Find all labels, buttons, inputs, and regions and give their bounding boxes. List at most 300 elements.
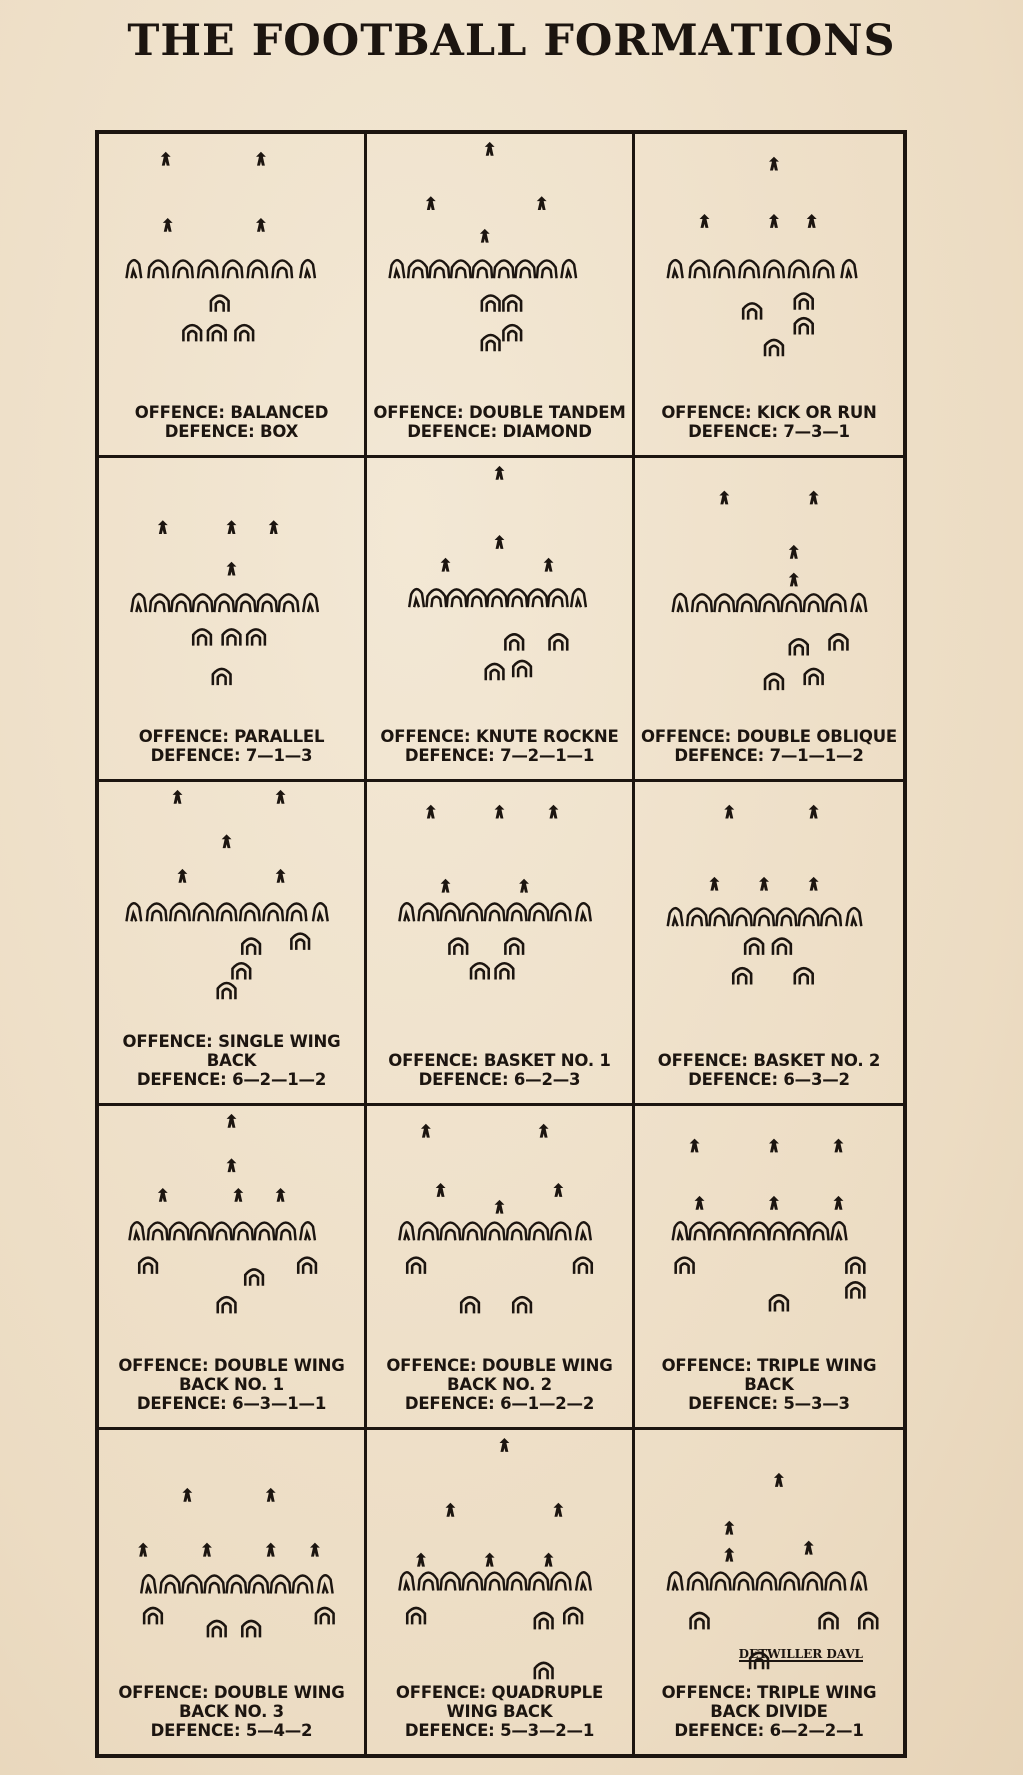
offence-label: OFFENCE: BASKET NO. 2: [657, 1051, 881, 1070]
defensive-player-icon: [724, 1548, 734, 1562]
defensive-player-icon: [769, 1139, 779, 1153]
offence-label-continued: WING BACK: [446, 1702, 553, 1721]
offensive-back-icon: [691, 1613, 709, 1629]
lineman-icon: [764, 260, 784, 278]
offensive-back-icon: [461, 1297, 479, 1313]
lineman-icon: [227, 1576, 247, 1594]
defensive-player-icon: [709, 877, 719, 891]
defensive-player-icon: [544, 1553, 554, 1567]
lineman-icon: [473, 260, 493, 278]
offensive-back-icon: [564, 1608, 582, 1624]
lineman-icon: [673, 1222, 688, 1240]
lineman-icon: [814, 260, 834, 278]
offensive-back-icon: [846, 1258, 864, 1274]
offence-label-continued: BACK NO. 1: [179, 1375, 284, 1394]
lineman-icon: [126, 260, 141, 278]
defensive-player-icon: [695, 1196, 705, 1210]
defensive-player-icon: [769, 157, 779, 171]
defensive-player-icon: [539, 1124, 549, 1138]
offensive-back-icon: [298, 1258, 316, 1274]
lineman-icon: [390, 260, 405, 278]
offence-label: OFFENCE: TRIPLE WING: [661, 1683, 877, 1702]
lineman-icon: [529, 1223, 549, 1241]
lineman-icon: [129, 1222, 144, 1240]
defensive-player-icon: [807, 214, 817, 228]
lineman-icon: [529, 903, 549, 921]
lineman-icon: [191, 1223, 211, 1241]
offensive-back-icon: [208, 325, 226, 341]
lineman-icon: [148, 1223, 168, 1241]
offence-label-continued: BACK NO. 3: [179, 1702, 284, 1721]
formation-caption: [639, 403, 899, 441]
lineman-icon: [463, 1223, 483, 1241]
lineman-icon: [441, 1223, 461, 1241]
defensive-player-icon: [809, 491, 819, 505]
defensive-player-icon: [495, 535, 505, 549]
offence-label: OFFENCE: KICK OR RUN: [661, 403, 877, 422]
lineman-icon: [821, 908, 841, 926]
lineman-icon: [548, 589, 568, 607]
offensive-back-icon: [513, 661, 531, 677]
lineman-icon: [714, 260, 734, 278]
lineman-icon: [223, 260, 243, 278]
defence-label: DEFENCE: 7—1—3: [150, 746, 313, 765]
offensive-back-icon: [513, 1297, 531, 1313]
defensive-player-icon: [426, 805, 436, 819]
defensive-player-icon: [227, 1114, 237, 1128]
lineman-icon: [529, 1573, 549, 1591]
lineman-icon: [789, 260, 809, 278]
lineman-icon: [749, 1223, 769, 1241]
lineman-icon: [160, 1576, 180, 1594]
defence-label: DEFENCE: 5—3—2—1: [404, 1721, 595, 1740]
formation-caption: [371, 403, 628, 441]
lineman-icon: [272, 260, 292, 278]
lineman-icon: [732, 908, 752, 926]
defensive-player-icon: [158, 520, 168, 534]
defensive-player-icon: [809, 877, 819, 891]
lineman-icon: [780, 1573, 800, 1591]
lineman-icon: [709, 908, 729, 926]
offensive-back-icon: [407, 1258, 425, 1274]
defence-label: DEFENCE: 6—1—2—2: [404, 1394, 595, 1413]
defence-label: DEFENCE: BOX: [164, 422, 299, 441]
defence-label: DEFENCE: 6—3—2: [688, 1070, 850, 1089]
offence-label: OFFENCE: DOUBLE WING: [386, 1356, 613, 1375]
defence-label: DEFENCE: 5—4—2: [150, 1721, 313, 1740]
lineman-icon: [182, 1576, 202, 1594]
offence-label: OFFENCE: BASKET NO. 1: [388, 1051, 611, 1070]
defensive-player-icon: [700, 214, 710, 228]
formation-caption: [103, 403, 360, 441]
defensive-player-icon: [138, 1543, 148, 1557]
defence-label: DEFENCE: 6—2—2—1: [674, 1721, 864, 1740]
formation-caption: [371, 1683, 628, 1740]
defensive-player-icon: [233, 1188, 243, 1202]
offensive-back-icon: [805, 669, 823, 685]
offensive-back-icon: [795, 318, 813, 334]
lineman-icon: [734, 1573, 754, 1591]
formation-caption: [639, 1051, 899, 1089]
defensive-player-icon: [310, 1543, 320, 1557]
lineman-icon: [169, 1223, 189, 1241]
offensive-back-icon: [574, 1258, 592, 1274]
lineman-icon: [754, 908, 774, 926]
defensive-player-icon: [446, 1503, 456, 1517]
defensive-player-icon: [161, 152, 171, 166]
lineman-icon: [576, 903, 591, 921]
lineman-icon: [804, 594, 824, 612]
formation-cell: [367, 782, 635, 1106]
offensive-back-icon: [535, 1613, 553, 1629]
lineman-icon: [551, 903, 571, 921]
lineman-icon: [561, 260, 576, 278]
defensive-player-icon: [416, 1553, 426, 1567]
lineman-icon: [171, 594, 191, 612]
offensive-back-icon: [790, 639, 808, 655]
lineman-icon: [441, 1573, 461, 1591]
lineman-icon: [739, 260, 759, 278]
defensive-player-icon: [834, 1139, 844, 1153]
lineman-icon: [832, 1222, 847, 1240]
lineman-icon: [205, 1576, 225, 1594]
defensive-player-icon: [485, 1553, 495, 1567]
offensive-back-icon: [449, 939, 467, 955]
formation-caption: [371, 1356, 628, 1413]
offensive-back-icon: [218, 983, 236, 999]
lineman-icon: [551, 1573, 571, 1591]
lineman-icon: [714, 594, 734, 612]
lineman-icon: [515, 260, 535, 278]
formation-cell: [635, 134, 903, 458]
lineman-icon: [293, 1576, 313, 1594]
defensive-player-icon: [173, 790, 183, 804]
offensive-back-icon: [242, 1621, 260, 1637]
lineman-icon: [276, 1223, 296, 1241]
lineman-icon: [507, 1573, 527, 1591]
offensive-back-icon: [232, 963, 250, 979]
defensive-player-icon: [256, 218, 266, 232]
formation-cell: [367, 1430, 635, 1754]
defensive-player-icon: [436, 1183, 446, 1197]
defensive-player-icon: [227, 520, 237, 534]
lineman-icon: [668, 1572, 683, 1590]
lineman-icon: [148, 260, 168, 278]
offensive-back-icon: [505, 939, 523, 955]
defence-label: DEFENCE: 7—3—1: [688, 422, 850, 441]
offensive-back-icon: [503, 325, 521, 341]
formation-caption: [103, 1683, 360, 1740]
defensive-player-icon: [553, 1503, 563, 1517]
offensive-back-icon: [486, 664, 504, 680]
offensive-back-icon: [139, 1258, 157, 1274]
offensive-back-icon: [193, 629, 211, 645]
lineman-icon: [826, 594, 846, 612]
offensive-back-icon: [535, 1663, 553, 1679]
offensive-back-icon: [550, 634, 568, 650]
offensive-back-icon: [223, 629, 241, 645]
defensive-player-icon: [495, 1200, 505, 1214]
lineman-icon: [255, 1223, 275, 1241]
defensive-player-icon: [182, 1488, 192, 1502]
lineman-icon: [463, 903, 483, 921]
offensive-back-icon: [745, 939, 763, 955]
offence-label: OFFENCE: KNUTE ROCKNE: [380, 727, 619, 746]
lineman-icon: [173, 260, 193, 278]
offensive-back-icon: [503, 295, 521, 311]
lineman-icon: [141, 1575, 156, 1593]
formation-cell: [367, 134, 635, 458]
offence-label: OFFENCE: SINGLE WING: [122, 1032, 341, 1051]
lineman-icon: [313, 903, 328, 921]
defensive-player-icon: [421, 1124, 431, 1138]
defence-label: DEFENCE: DIAMOND: [407, 422, 592, 441]
lineman-icon: [769, 1223, 789, 1241]
offensive-back-icon: [859, 1613, 877, 1629]
lineman-icon: [300, 260, 315, 278]
lineman-icon: [576, 1572, 591, 1590]
lineman-icon: [537, 260, 557, 278]
formations-grid: [95, 130, 907, 1758]
lineman-icon: [668, 908, 683, 926]
defensive-player-icon: [769, 214, 779, 228]
offence-label: OFFENCE: DOUBLE WING: [118, 1356, 345, 1375]
formation-cell: [635, 1106, 903, 1430]
page-title: THE FOOTBALL FORMATIONS: [127, 16, 896, 66]
defence-label: DEFENCE: 6—2—1—2: [136, 1070, 327, 1089]
defensive-player-icon: [276, 790, 286, 804]
defensive-player-icon: [759, 877, 769, 891]
lineman-icon: [737, 594, 757, 612]
offensive-back-icon: [765, 674, 783, 690]
defence-label: DEFENCE: 7—2—1—1: [404, 746, 595, 765]
defensive-player-icon: [276, 869, 286, 883]
formation-caption: [639, 1683, 899, 1740]
lineman-icon: [851, 1572, 866, 1590]
lineman-icon: [430, 260, 450, 278]
formation-cell: [635, 1430, 903, 1754]
lineman-icon: [781, 594, 801, 612]
formation-cell: [367, 1106, 635, 1430]
lineman-icon: [419, 903, 439, 921]
lineman-icon: [687, 908, 707, 926]
lineman-icon: [690, 1223, 710, 1241]
offensive-back-icon: [765, 340, 783, 356]
lineman-icon: [198, 260, 218, 278]
defensive-player-icon: [719, 491, 729, 505]
offence-label: OFFENCE: DOUBLE WING: [118, 1683, 345, 1702]
lineman-icon: [709, 1223, 729, 1241]
offensive-back-icon: [482, 335, 500, 351]
offensive-back-icon: [505, 634, 523, 650]
defensive-player-icon: [789, 573, 799, 587]
defensive-player-icon: [544, 558, 554, 572]
offensive-back-icon: [407, 1608, 425, 1624]
lineman-icon: [463, 1573, 483, 1591]
lineman-icon: [799, 908, 819, 926]
lineman-icon: [279, 594, 299, 612]
offence-label-continued: BACK DIVIDE: [710, 1702, 828, 1721]
defensive-player-icon: [480, 229, 490, 243]
lineman-icon: [711, 1573, 731, 1591]
offensive-back-icon: [770, 1295, 788, 1311]
defensive-player-icon: [266, 1543, 276, 1557]
offensive-back-icon: [247, 629, 265, 645]
lineman-icon: [408, 260, 428, 278]
offence-label: OFFENCE: DOUBLE TANDEM: [373, 403, 626, 422]
formation-caption: [103, 1032, 360, 1089]
defence-label: DEFENCE: 6—3—1—1: [136, 1394, 327, 1413]
lineman-icon: [487, 589, 507, 607]
defensive-player-icon: [222, 834, 232, 848]
offensive-back-icon: [291, 934, 309, 950]
lineman-icon: [419, 1573, 439, 1591]
offence-label: OFFENCE: DOUBLE OBLIQUE: [641, 727, 897, 746]
lineman-icon: [789, 1223, 809, 1241]
lineman-icon: [399, 1222, 414, 1240]
defensive-player-icon: [441, 879, 451, 893]
lineman-icon: [757, 1573, 777, 1591]
lineman-icon: [507, 589, 527, 607]
offence-label: OFFENCE: PARALLEL: [138, 727, 325, 746]
lineman-icon: [485, 1223, 505, 1241]
lineman-icon: [147, 903, 167, 921]
lineman-icon: [263, 903, 283, 921]
offensive-back-icon: [733, 968, 751, 984]
defensive-player-icon: [500, 1438, 510, 1452]
lineman-icon: [399, 903, 414, 921]
offensive-back-icon: [211, 295, 229, 311]
offensive-back-icon: [496, 963, 514, 979]
lineman-icon: [451, 260, 471, 278]
defensive-player-icon: [256, 152, 266, 166]
offensive-back-icon: [795, 968, 813, 984]
offence-label: OFFENCE: QUADRUPLE: [395, 1683, 604, 1702]
offensive-back-icon: [743, 303, 761, 319]
offensive-back-icon: [820, 1613, 838, 1629]
defensive-player-icon: [202, 1543, 212, 1557]
lineman-icon: [170, 903, 190, 921]
lineman-icon: [126, 903, 141, 921]
offence-label: OFFENCE: BALANCED: [134, 403, 329, 422]
offence-label-continued: BACK: [206, 1051, 257, 1070]
defensive-player-icon: [269, 520, 279, 534]
defensive-player-icon: [266, 1488, 276, 1502]
defensive-player-icon: [163, 218, 173, 232]
lineman-icon: [318, 1575, 333, 1593]
formation-caption: [103, 1356, 360, 1413]
formation-cell: [99, 1430, 367, 1754]
formation-cell: [99, 458, 367, 782]
offensive-back-icon: [316, 1608, 334, 1624]
formation-cell: [99, 1106, 367, 1430]
offensive-back-icon: [245, 1269, 263, 1285]
lineman-icon: [485, 1573, 505, 1591]
lineman-icon: [690, 260, 710, 278]
formation-cell: [367, 458, 635, 782]
lineman-icon: [803, 1573, 823, 1591]
defence-label: DEFENCE: 6—2—3: [418, 1070, 581, 1089]
defensive-player-icon: [774, 1473, 784, 1487]
defensive-player-icon: [809, 805, 819, 819]
defensive-player-icon: [227, 1158, 237, 1172]
offensive-back-icon: [676, 1258, 694, 1274]
lineman-icon: [528, 589, 548, 607]
offensive-back-icon: [482, 295, 500, 311]
lineman-icon: [150, 594, 170, 612]
offensive-back-icon: [795, 294, 813, 310]
offensive-back-icon: [471, 963, 489, 979]
formation-caption: [103, 727, 360, 765]
lineman-icon: [688, 1573, 708, 1591]
defensive-player-icon: [834, 1196, 844, 1210]
defensive-player-icon: [789, 545, 799, 559]
lineman-icon: [441, 903, 461, 921]
lineman-icon: [233, 1223, 253, 1241]
lineman-icon: [236, 594, 256, 612]
defensive-player-icon: [724, 805, 734, 819]
lineman-icon: [851, 594, 866, 612]
lineman-icon: [249, 1576, 269, 1594]
lineman-icon: [419, 1223, 439, 1241]
lineman-icon: [776, 908, 796, 926]
defensive-player-icon: [227, 562, 237, 576]
lineman-icon: [193, 594, 213, 612]
offence-label: OFFENCE: TRIPLE WING: [661, 1356, 877, 1375]
lineman-icon: [507, 903, 527, 921]
defensive-player-icon: [553, 1183, 563, 1197]
lineman-icon: [409, 589, 424, 607]
defensive-player-icon: [769, 1196, 779, 1210]
defence-label: DEFENCE: 5—3—3: [688, 1394, 850, 1413]
lineman-icon: [240, 903, 260, 921]
offensive-back-icon: [235, 325, 253, 341]
defensive-player-icon: [441, 558, 451, 572]
lineman-icon: [494, 260, 514, 278]
formation-cell: [635, 782, 903, 1106]
defensive-player-icon: [158, 1188, 168, 1202]
offence-label-continued: BACK: [744, 1375, 794, 1394]
formation-cell: [99, 134, 367, 458]
lineman-icon: [212, 1223, 232, 1241]
lineman-icon: [551, 1223, 571, 1241]
offensive-back-icon: [213, 669, 231, 685]
defensive-player-icon: [724, 1521, 734, 1535]
lineman-icon: [427, 589, 447, 607]
offensive-back-icon: [242, 939, 260, 955]
lineman-icon: [507, 1223, 527, 1241]
artist-signature: DETWILLER DAVL: [738, 1647, 863, 1661]
defensive-player-icon: [537, 196, 547, 210]
lineman-icon: [571, 589, 586, 607]
defensive-player-icon: [804, 1541, 814, 1555]
lineman-icon: [193, 903, 213, 921]
lineman-icon: [692, 594, 712, 612]
defensive-player-icon: [495, 805, 505, 819]
lineman-icon: [303, 594, 318, 612]
offensive-back-icon: [208, 1621, 226, 1637]
lineman-icon: [447, 589, 467, 607]
formation-caption: [639, 727, 899, 765]
lineman-icon: [399, 1572, 414, 1590]
defensive-player-icon: [276, 1188, 286, 1202]
offensive-back-icon: [144, 1608, 162, 1624]
lineman-icon: [131, 594, 146, 612]
defensive-player-icon: [426, 196, 436, 210]
lineman-icon: [271, 1576, 291, 1594]
lineman-icon: [467, 589, 487, 607]
formation-cell: [99, 782, 367, 1106]
